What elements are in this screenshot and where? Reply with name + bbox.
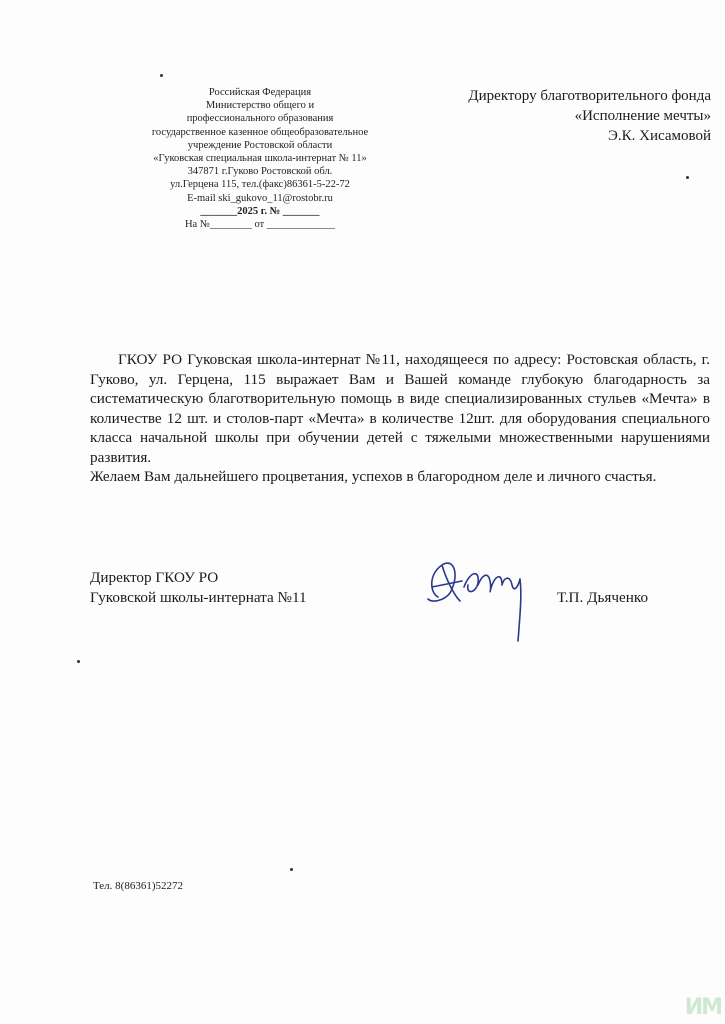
recipient-fund-name: «Исполнение мечты» (574, 108, 711, 124)
letterhead-institution-region: учреждение Ростовской области (187, 139, 333, 151)
scan-speck (290, 868, 293, 871)
gratitude-paragraph: ГКОУ РО Гуковская школа-интернат №11, находящееся по адресу: Ростовская область, г. Гуково, ул. Герцена, 115 выражает Вам и Вашей команде глубокую благодарность за систематическую благотворительную помощь в виде специализированных стульев «Мечта» в количестве 12 шт. и столов-парт «Мечта» в количестве 12шт. для оборудования специального класса начальной школы при обучении детей с тяжелыми множественными нарушениями развития. (90, 351, 710, 466)
scan-speck (686, 176, 689, 179)
sender-letterhead (110, 86, 410, 231)
letter-body (90, 350, 710, 487)
letterhead-postal-address: 347871 г.Гуково Ростовской обл. (187, 166, 333, 178)
letterhead-date-number: _______2025 г. № _______ (200, 205, 320, 217)
recipient-block (391, 86, 711, 146)
letterhead-email: E-mail ski_gukovo_11@rostobr.ru (187, 192, 333, 204)
letterhead-institution-type: государственное казенное общеобразовательное (151, 126, 369, 138)
scan-speck (77, 660, 80, 663)
letterhead-country: Российская Федерация (208, 87, 312, 98)
recipient-name: Э.К. Хисамовой (607, 128, 711, 144)
letterhead-street-phone: ул.Герцена 115, тел.(факс)86361-5-22-72 (170, 179, 350, 191)
letterhead-ministry-cont: профессионального образования (186, 113, 334, 125)
signatory-position-line1: Директор ГКОУ РО (90, 569, 219, 586)
signatory-position-line2: Гуковской школы-интерната №11 (90, 589, 307, 606)
letterhead-ministry: Министерство общего и (205, 100, 315, 112)
letterhead-school-name: «Гуковская специальная школа-интернат № 11» (153, 153, 367, 165)
corner-logo: ИМ (684, 995, 721, 1020)
recipient-title: Директору благотворительного фонда (468, 88, 711, 104)
wishes-paragraph: Желаем Вам дальнейшего процветания, успехов в благородном деле и личного счастья. (90, 468, 657, 485)
handwritten-signature (420, 535, 550, 645)
signatory-position (90, 568, 307, 608)
scan-speck (160, 74, 163, 77)
footer-phone: Тел. 8(86361)52272 (93, 880, 183, 892)
signatory-name: Т.П. Дьяченко (557, 589, 649, 606)
letterhead-reference: На №________ от _____________ (184, 219, 336, 231)
